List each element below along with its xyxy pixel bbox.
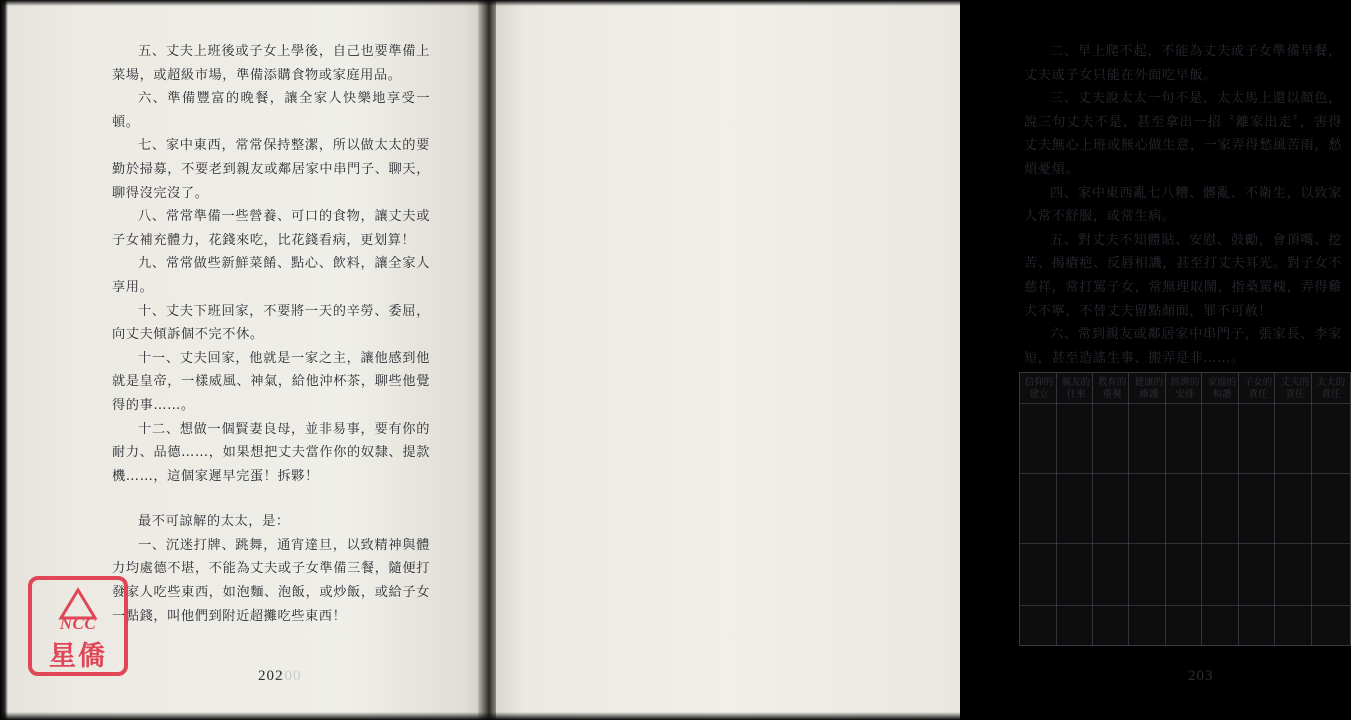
table-column-text: 經濟的安排 xyxy=(1170,377,1200,401)
left-page-text-column xyxy=(112,40,430,628)
table-column-text: 信仰的建立 xyxy=(1024,377,1054,401)
paragraph: 六、準備豐富的晚餐，讓全家人快樂地享受一頓。 xyxy=(112,91,430,130)
table-column-text: 親友的往來 xyxy=(1061,377,1091,401)
faint-table-grid xyxy=(1019,372,1351,646)
paragraph: 五、對丈夫不知體貼、安慰、鼓勵，會頂嘴、挖苦、揭瘡疤、反唇相譏，甚至打丈夫耳光。對子女不慈祥，常打罵子女，常無理取鬧，指桑罵槐，弄得雞犬不寧，不替丈夫留點顏面，罪不可赦！ xyxy=(1024,232,1342,319)
paragraph: 四、家中東西亂七八糟、髒亂、不衛生，以致家人常不舒服，或常生病。 xyxy=(1024,185,1342,225)
top-edge-shadow xyxy=(0,0,960,6)
section-heading: 最不可諒解的太太，是： xyxy=(138,514,290,530)
table-column-text: 太太的責任 xyxy=(1316,377,1346,401)
bleed-through-page-number: 200 xyxy=(276,668,302,684)
paragraph: 八、常常準備一些營養、可口的食物，讓丈夫或子女補充體力，花錢來吃，比花錢看病，更划算！ xyxy=(112,209,430,248)
paragraph: 九、常常做些新鮮菜餚、點心、飲料，讓全家人享用。 xyxy=(112,256,430,295)
paragraph: 十一、丈夫回家，他就是一家之主，讓他感到他就是皇帝，一樣威風、神氣，給他沖杯茶，聊些他覺得的事……。 xyxy=(112,350,430,413)
page-number-left: 202 xyxy=(258,668,284,684)
paragraph: 十二、想做一個賢妻良母，並非易事，要有你的耐力、品德……，如果想把丈夫當作你的奴隸、提款機……，這個家遲早完蛋！拆夥！ xyxy=(112,421,430,484)
paragraph: 五、丈夫上班後或子女上學後，自己也要準備上菜場，或超級市場，準備添購食物或家庭用品。 xyxy=(112,44,430,83)
ncc-watermark-stamp xyxy=(28,576,128,676)
page-number-right: 203 xyxy=(1188,668,1214,684)
right-page xyxy=(496,0,1346,720)
paragraph: 三、丈夫說太太一句不是，太太馬上還以顏色，說三句丈夫不是，甚至拿出一招〝離家出走〞，害得丈夫無心上班或無心做生意，一家弄得愁風苦雨，愁煩憂煩。 xyxy=(1024,91,1342,177)
paragraph: 二、早上爬不起，不能為丈夫或子女準備早餐，丈夫或子女只能在外面吃早飯。 xyxy=(1024,44,1342,83)
ncc-watermark-chinese: 星僑 xyxy=(49,641,107,672)
paragraph: 十、丈夫下班回家，不要將一天的辛勞、委屈，向丈夫傾訴個不完不休。 xyxy=(112,303,430,343)
paragraph: 一、沉迷打牌、跳舞，通宵達旦，以致精神與體力均處德不堪，不能為丈夫或子女準備三餐，隨便打發家人吃些東西，如泡麵、泡飯，或炒飯，或給子女一點錢，叫他們到附近超攤吃些東西！ xyxy=(112,537,430,624)
ncc-watermark-latin: NCC xyxy=(59,614,97,633)
table-column-text: 丈夫的責任 xyxy=(1280,377,1310,401)
table-column-text: 子女的責任 xyxy=(1243,377,1273,401)
bottom-edge-shadow xyxy=(0,712,960,720)
left-edge-shadow xyxy=(0,0,8,720)
table-column-text: 教育的重視 xyxy=(1097,377,1127,401)
left-page xyxy=(0,0,484,720)
right-page-text-column xyxy=(1024,40,1342,370)
table-column-text: 家庭的和諧 xyxy=(1207,377,1237,401)
paragraph: 七、家中東西，常常保持整潔，所以做太太的要勤於掃募，不要老到親友或鄰居家中串門子、聊天，聊得沒完沒了。 xyxy=(112,138,430,201)
paragraph: 六、常到親友或鄰居家中串門子，張家長、李家短，甚至造謠生事、搬弄是非……。 xyxy=(1024,327,1342,366)
table-column-text: 健康的維護 xyxy=(1134,377,1164,401)
